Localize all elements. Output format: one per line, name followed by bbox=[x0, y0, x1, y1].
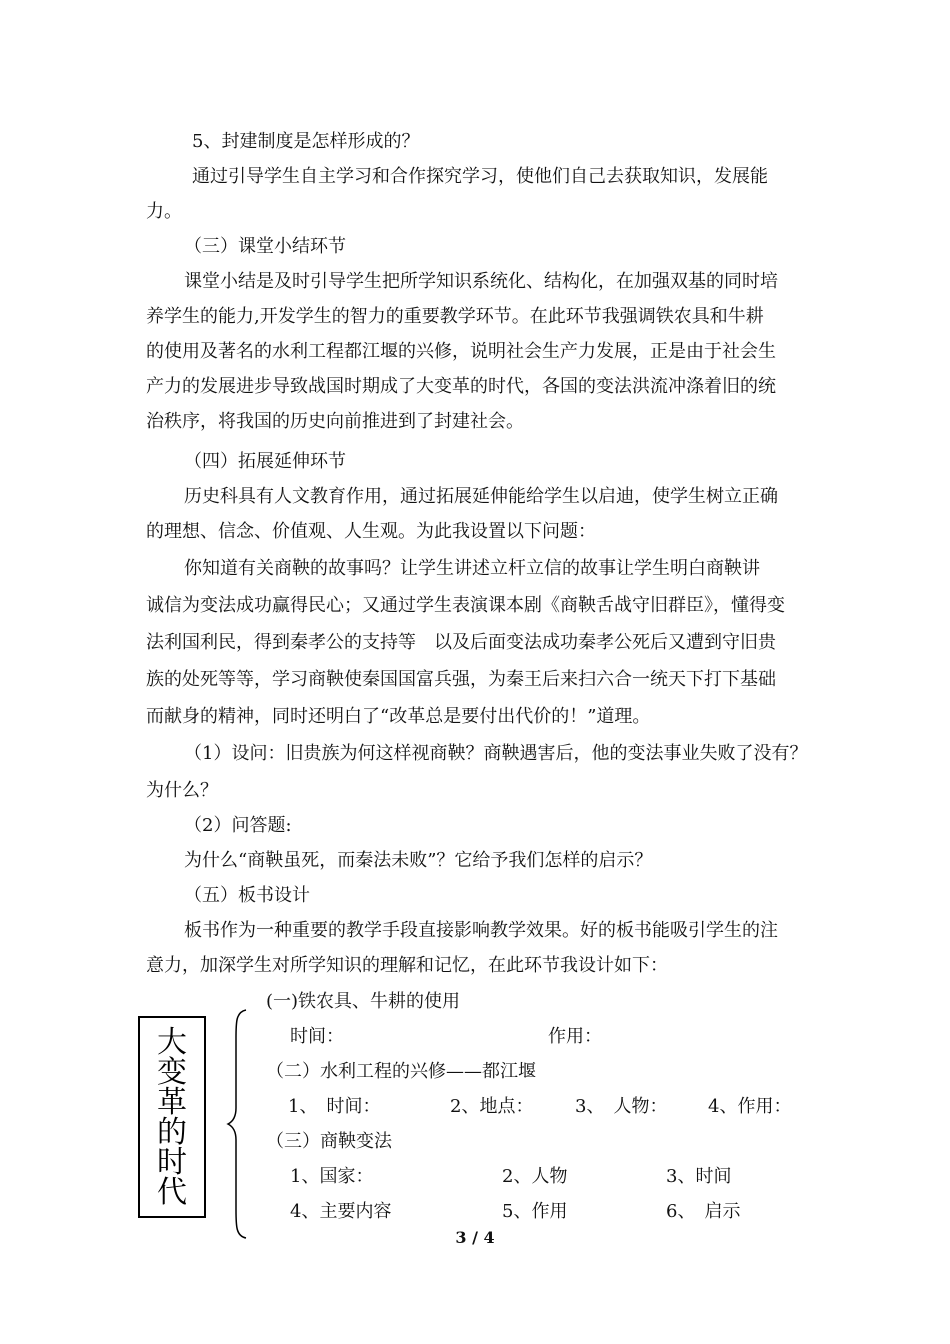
board-item: 1、 时间： bbox=[288, 1096, 381, 1117]
board-title: 大 变 革 的 时 代 bbox=[157, 1025, 187, 1210]
board-item: 4、主要内容 bbox=[290, 1201, 392, 1222]
paragraph-line: 的使用及著名的水利工程都江堰的兴修，说明社会生产力发展，正是由于社会生 bbox=[146, 341, 776, 362]
board-item: (一)铁农具、牛耕的使用 bbox=[266, 991, 461, 1012]
paragraph-line: 养学生的能力,开发学生的智力的重要教学环节。在此环节我强调铁农具和牛耕 bbox=[146, 306, 764, 327]
board-item: 1、国家： bbox=[290, 1166, 374, 1187]
board-item: 3、时间 bbox=[666, 1166, 732, 1187]
paragraph-line: 你知道有关商鞅的故事吗？让学生讲述立杆立信的故事让学生明白商鞅讲 bbox=[184, 558, 760, 579]
board-item: （三）商鞅变法 bbox=[266, 1131, 392, 1152]
paragraph-line: 力。 bbox=[146, 201, 182, 222]
paragraph-line: 诚信为变法成功赢得民心；又通过学生表演课本剧《商鞅舌战守旧群臣》，懂得变 bbox=[146, 595, 785, 616]
paragraph-line: 为什么？ bbox=[146, 780, 218, 801]
paragraph-line: （四）拓展延伸环节 bbox=[184, 451, 346, 472]
paragraph-line: 族的处死等等，学习商鞅使秦国国富兵强，为秦王后来扫六合一统天下打下基础 bbox=[146, 669, 776, 690]
curly-brace-icon bbox=[226, 1008, 248, 1240]
board-item: 3、 人物： bbox=[575, 1096, 668, 1117]
board-item: 时间： bbox=[290, 1026, 344, 1047]
paragraph-line: （2）问答题: bbox=[184, 815, 292, 836]
board-item: 2、人物 bbox=[502, 1166, 568, 1187]
board-item: 作用： bbox=[548, 1026, 602, 1047]
paragraph-line: 治秩序，将我国的历史向前推进到了封建社会。 bbox=[146, 411, 524, 432]
paragraph-line: 板书作为一种重要的教学手段直接影响教学效果。好的板书能吸引学生的注 bbox=[184, 920, 778, 941]
paragraph-line: 产力的发展进步导致战国时期成了大变革的时代，各国的变法洪流冲涤着旧的统 bbox=[146, 376, 776, 397]
board-item: 2、地点： bbox=[450, 1096, 534, 1117]
paragraph-line: 法利国利民，得到秦孝公的支持等 以及后面变法成功秦孝公死后又遭到守旧贵 bbox=[146, 632, 776, 653]
paragraph-line: 意力，加深学生对所学知识的理解和记忆，在此环节我设计如下： bbox=[146, 955, 668, 976]
board-item: （二）水利工程的兴修——都江堰 bbox=[266, 1061, 536, 1082]
paragraph-line: 历史科具有人文教育作用，通过拓展延伸能给学生以启迪，使学生树立正确 bbox=[184, 486, 778, 507]
paragraph-line: 5、封建制度是怎样形成的？ bbox=[192, 131, 420, 152]
paragraph-line: 为什么“商鞅虽死，而秦法未败”？它给予我们怎样的启示？ bbox=[184, 850, 653, 871]
paragraph-line: 而献身的精神，同时还明白了“改革总是要付出代价的！”道理。 bbox=[146, 706, 651, 727]
board-title-box bbox=[138, 1016, 206, 1218]
board-item: 6、 启示 bbox=[666, 1201, 741, 1222]
board-item: 5、作用 bbox=[502, 1201, 568, 1222]
paragraph-line: （1）设问：旧贵族为何这样视商鞅？商鞅遇害后，他的变法事业失败了没有？ bbox=[184, 743, 808, 764]
paragraph-line: 的理想、信念、价值观、人生观。为此我设置以下问题： bbox=[146, 521, 596, 542]
board-item: 4、作用： bbox=[708, 1096, 792, 1117]
paragraph-line: 通过引导学生自主学习和合作探究学习，使他们自己去获取知识，发展能 bbox=[192, 166, 768, 187]
page-number: 3 / 4 bbox=[455, 1228, 495, 1247]
paragraph-line: 课堂小结是及时引导学生把所学知识系统化、结构化，在加强双基的同时培 bbox=[184, 271, 778, 292]
paragraph-line: （三）课堂小结环节 bbox=[184, 236, 346, 257]
paragraph-line: （五）板书设计 bbox=[184, 885, 310, 906]
